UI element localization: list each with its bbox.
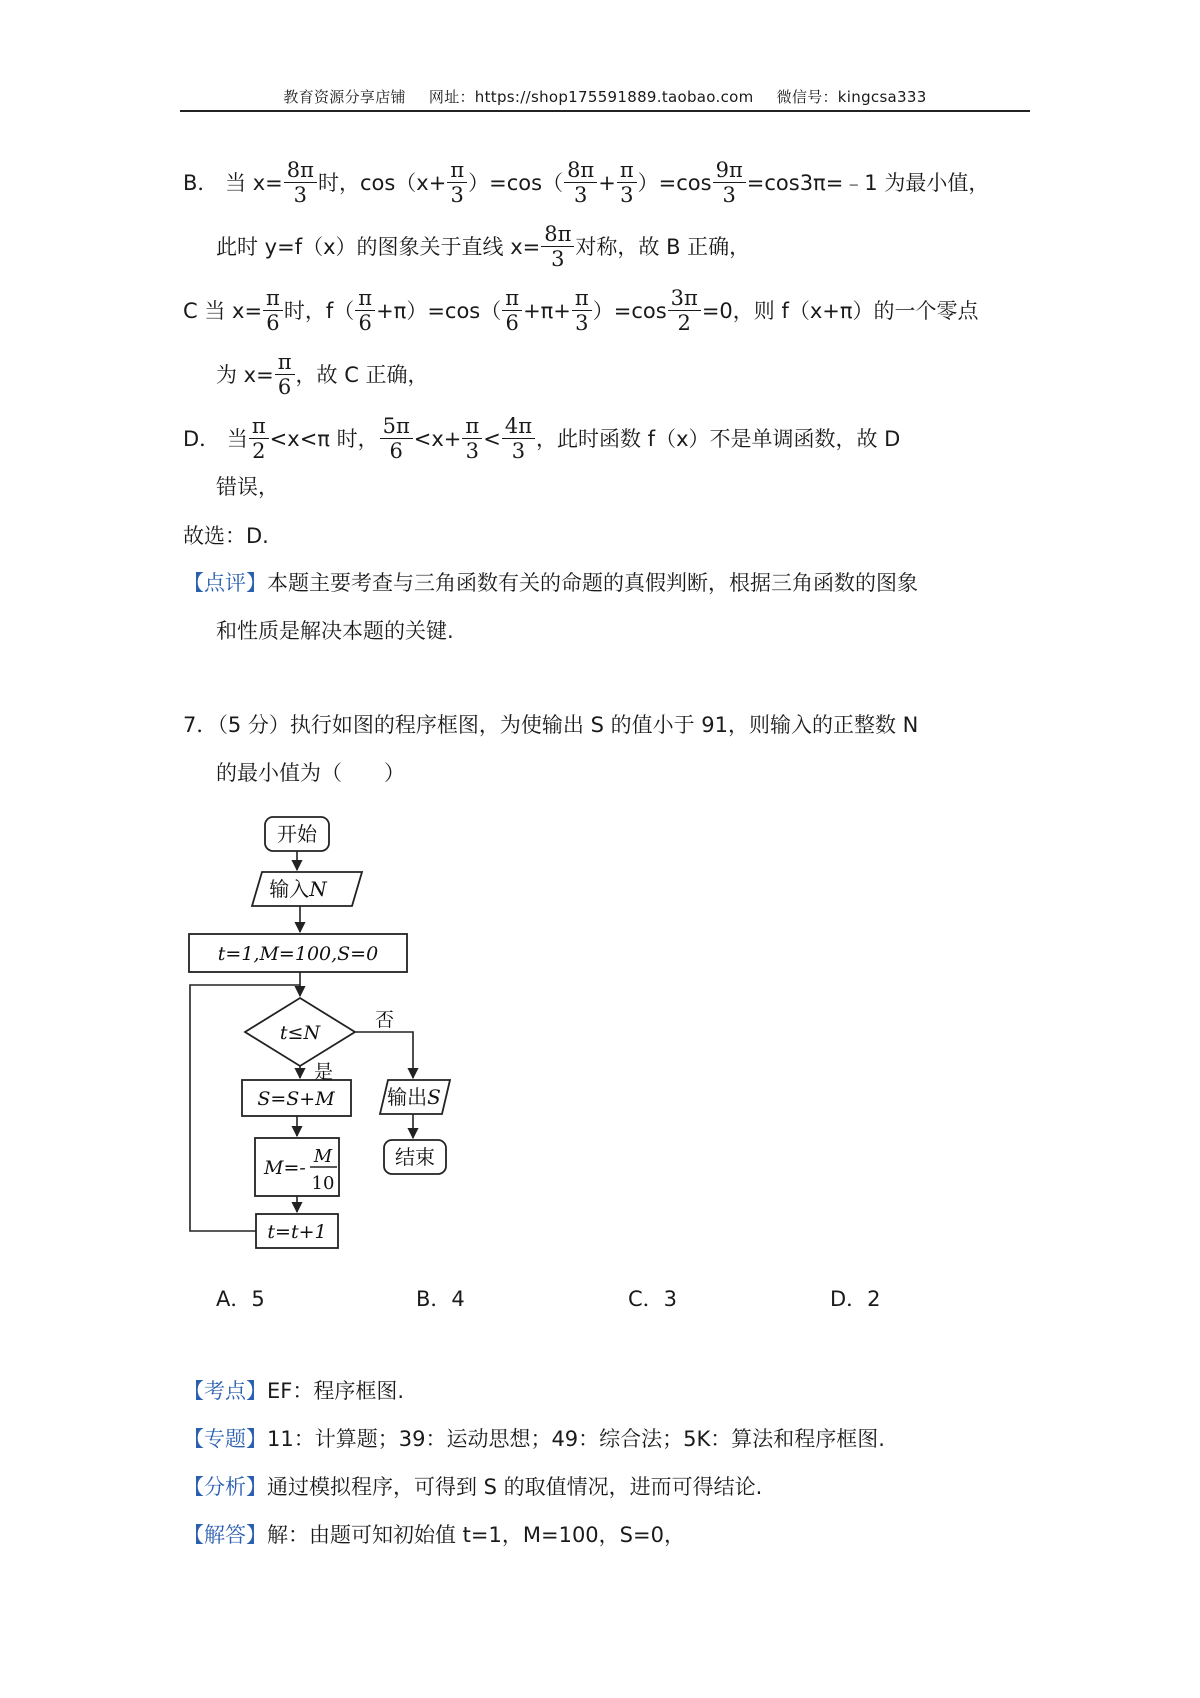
zhuanti-tag: 【专题】 [183, 1427, 267, 1451]
option-d-line2: 错误， [216, 475, 279, 499]
step-m-num: M [313, 1146, 333, 1167]
svg-text:输出S [387, 1085, 441, 1109]
fraction: $\frac{\pi}{6}$ [263, 286, 283, 335]
fenxi-tag: 【分析】 [183, 1475, 267, 1499]
comment-line1: 【点评】 本题主要考查与三角函数有关的命题的真假判断，根据三角函数的图象 [183, 568, 918, 598]
step-m-prefix: M=- [264, 1157, 306, 1179]
header-url: 网址：https://shop175591889.taobao.com [428, 88, 754, 106]
input-label: 输入 [269, 877, 310, 901]
comment-tag: 【点评】 [183, 571, 267, 595]
fraction: $\frac{\pi}{3}$ [447, 158, 467, 207]
choice-a: A．5 [216, 1287, 265, 1311]
page-header [180, 86, 1030, 107]
conclusion: 故选：D. [183, 524, 269, 548]
input-var: N [309, 877, 327, 901]
fraction: $\frac{4\pi}{3}$ [502, 414, 535, 463]
fenxi-line: 【分析】 通过模拟程序，可得到 S 的取值情况，进而可得结论. [183, 1472, 762, 1502]
question7-line2: 的最小值为（ ） [216, 761, 405, 785]
fraction: $\frac{\pi}{3}$ [617, 158, 637, 207]
fraction: $\frac{8\pi}{3}$ [541, 222, 574, 271]
output-label: 输出 [387, 1085, 428, 1109]
fraction: $\frac{\pi}{2}$ [249, 414, 269, 463]
option-b-line1: B． 当 x= $\frac{8\pi}{3}$ 时，cos（x+ $\frac{\pi}{3}$ ）=cos（ $\frac{8\pi}{3}$ + $\frac{\pi}{3}$ ）=cos $\frac{9\pi}{3}$ =cos3π=﹣1 为最小值， [183, 158, 990, 207]
kaodian-line: 【考点】 EF：程序框图. [183, 1376, 404, 1406]
header-wechat: 微信号：kingcsa333 [776, 88, 927, 106]
fraction: $\frac{\pi}{6}$ [355, 286, 375, 335]
fraction: $\frac{\pi}{6}$ [502, 286, 522, 335]
header-shop: 教育资源分享店铺 [283, 88, 406, 106]
end-label: 结束 [395, 1145, 435, 1169]
option-b-line2: 此时 y=f（x）的图象关于直线 x= $\frac{8\pi}{3}$ 对称，故 B 正确， [216, 222, 751, 271]
svg-text:输入N [269, 877, 328, 901]
option-d-line1: D． 当 $\frac{\pi}{2}$ <x<π 时， $\frac{5\pi}{6}$ <x+ $\frac{\pi}{3}$ < $\frac{4\pi}{3}$ ，此时函数 f（x）不是单调函数，故 D [183, 414, 901, 463]
output-var: S [427, 1085, 441, 1109]
choice-c: C．3 [628, 1287, 678, 1311]
jieda-tag: 【解答】 [183, 1523, 267, 1547]
option-c-line1: C 当 x= $\frac{\pi}{6}$ 时，f（ $\frac{\pi}{6}$ +π）=cos（ $\frac{\pi}{6}$ +π+ $\frac{\pi}{3}$ ）=cos $\frac{3\pi}{2}$ =0，则 f（x+π）的一个零点 [183, 286, 979, 335]
option-c-line2: 为 x= $\frac{\pi}{6}$ ，故 C 正确， [216, 350, 429, 399]
fraction: $\frac{9\pi}{3}$ [713, 158, 746, 207]
fraction: $\frac{\pi}{3}$ [462, 414, 482, 463]
fraction: $\frac{8\pi}{3}$ [284, 158, 317, 207]
fraction: $\frac{\pi}{6}$ [275, 350, 295, 399]
comment-line2: 和性质是解决本题的关键. [216, 619, 454, 643]
kaodian-tag: 【考点】 [183, 1379, 267, 1403]
init-label: t=1,M=100,S=0 [217, 943, 379, 965]
jieda-line: 【解答】 解：由题可知初始值 t=1，M=100，S=0， [183, 1520, 685, 1550]
fraction: $\frac{8\pi}{3}$ [564, 158, 597, 207]
step-t-label: t=t+1 [267, 1221, 327, 1243]
fraction: $\frac{3\pi}{2}$ [668, 286, 701, 335]
choice-d: D．2 [830, 1287, 881, 1311]
flowchart [180, 808, 480, 1258]
step-s-label: S=S+M [257, 1088, 335, 1110]
choice-b: B．4 [416, 1287, 465, 1311]
question7-line1: 7．（5 分）执行如图的程序框图，为使输出 S 的值小于 91，则输入的正整数 N [183, 713, 919, 737]
start-label: 开始 [277, 822, 317, 846]
condition-label: t≤N [279, 1022, 321, 1044]
zhuanti-line: 【专题】 11：计算题；39：运动思想；49：综合法；5K：算法和程序框图. [183, 1424, 885, 1454]
no-label: 否 [375, 1009, 395, 1031]
fraction: $\frac{5\pi}{6}$ [380, 414, 413, 463]
step-m-den: 10 [311, 1173, 335, 1194]
fraction: $\frac{\pi}{3}$ [572, 286, 592, 335]
yes-label: 是 [314, 1061, 334, 1083]
header-rule [180, 110, 1030, 112]
